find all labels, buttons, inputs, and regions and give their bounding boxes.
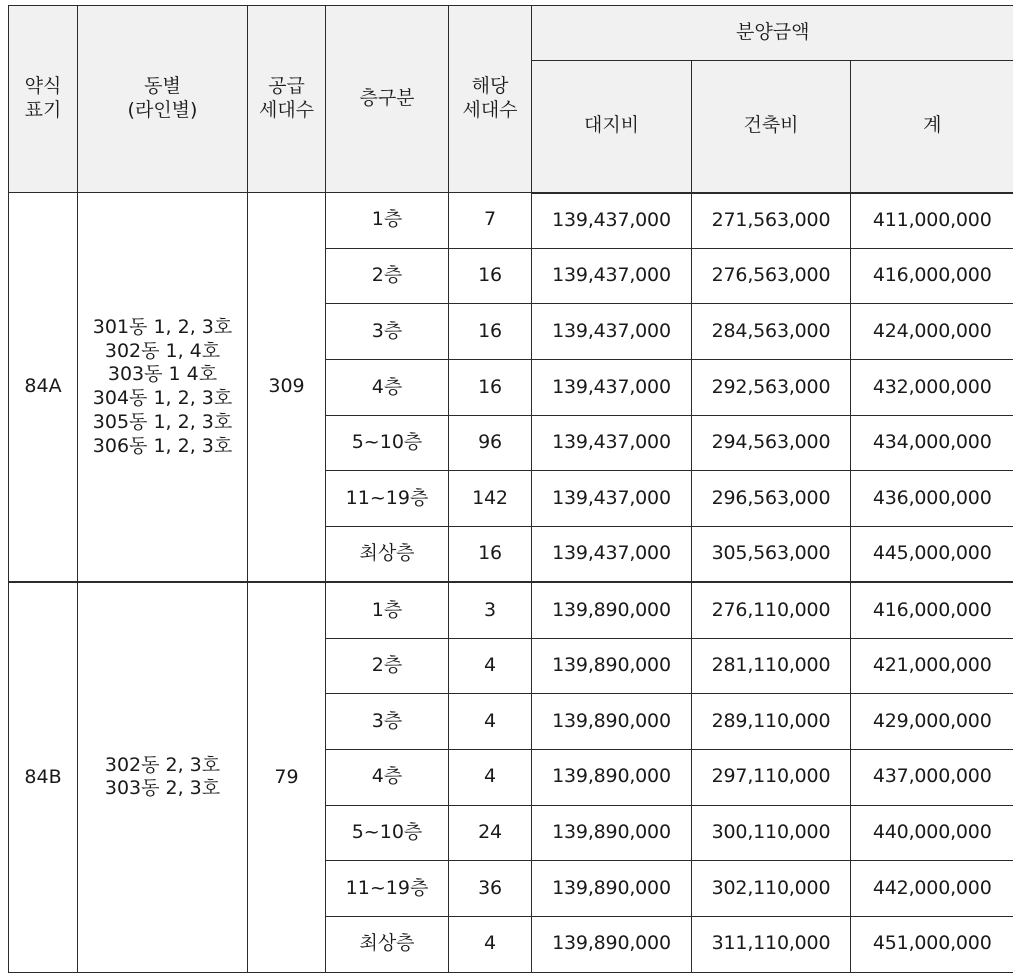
- building-price-cell: 289,110,000: [692, 694, 851, 750]
- land-price-cell: 139,890,000: [532, 861, 692, 917]
- land-price-cell: 139,437,000: [532, 471, 692, 527]
- total-price-cell: 445,000,000: [851, 527, 1013, 583]
- total-price-cell: 437,000,000: [851, 749, 1013, 805]
- header-floor: 층구분: [326, 6, 449, 193]
- table-body: [9, 193, 1013, 973]
- building-price-cell: 300,110,000: [692, 805, 851, 861]
- header-land: 대지비: [532, 61, 692, 193]
- header-count: [449, 6, 532, 193]
- unit-count-cell: 142: [449, 471, 532, 527]
- floor-cell: 2층: [326, 638, 449, 694]
- building-price-cell: 281,110,000: [692, 638, 851, 694]
- floor-cell: 1층: [326, 582, 449, 638]
- building-price-cell: 294,563,000: [692, 415, 851, 471]
- floor-cell: 3층: [326, 304, 449, 360]
- type-code-cell: 84B: [9, 582, 78, 972]
- unit-count-cell: 96: [449, 415, 532, 471]
- building-price-cell: 296,563,000: [692, 471, 851, 527]
- land-price-cell: 139,890,000: [532, 582, 692, 638]
- total-price-cell: 424,000,000: [851, 304, 1013, 360]
- land-price-cell: 139,890,000: [532, 805, 692, 861]
- unit-count-cell: 16: [449, 248, 532, 304]
- header-dong-line1: 동별: [144, 75, 181, 98]
- unit-count-cell: 16: [449, 527, 532, 583]
- header-code: [9, 6, 78, 193]
- total-price-cell: 434,000,000: [851, 415, 1013, 471]
- floor-cell: 최상층: [326, 916, 449, 972]
- dong-line: 303동 2, 3호: [104, 777, 221, 800]
- header-supply-line2: 세대수: [258, 99, 315, 121]
- building-price-cell: 302,110,000: [692, 861, 851, 917]
- price-table-container: [8, 5, 1013, 973]
- total-price-cell: 416,000,000: [851, 582, 1013, 638]
- total-price-cell: 429,000,000: [851, 694, 1013, 750]
- unit-count-cell: 36: [449, 861, 532, 917]
- table-row: [9, 193, 1013, 249]
- land-price-cell: 139,437,000: [532, 193, 692, 249]
- header-supply-line1: 공급: [268, 75, 305, 98]
- header-total: 계: [851, 61, 1013, 193]
- unit-count-cell: 4: [449, 694, 532, 750]
- floor-cell: 5~10층: [326, 805, 449, 861]
- building-price-cell: 311,110,000: [692, 916, 851, 972]
- dong-line: 302동 2, 3호: [104, 753, 221, 776]
- floor-cell: 11~19층: [326, 861, 449, 917]
- land-price-cell: 139,890,000: [532, 749, 692, 805]
- header-count-line2: 세대수: [462, 99, 518, 121]
- unit-count-cell: 4: [449, 749, 532, 805]
- floor-cell: 3층: [326, 694, 449, 750]
- unit-count-cell: 4: [449, 638, 532, 694]
- dong-line: 305동 1, 2, 3호: [92, 410, 233, 433]
- dong-line: 302동 1, 4호: [104, 339, 221, 362]
- sale-price-table: [8, 5, 1013, 973]
- floor-cell: 4층: [326, 749, 449, 805]
- header-code-line1: 약식: [24, 75, 62, 98]
- floor-cell: 11~19층: [326, 471, 449, 527]
- unit-count-cell: 24: [449, 805, 532, 861]
- land-price-cell: 139,890,000: [532, 694, 692, 750]
- unit-count-cell: 4: [449, 916, 532, 972]
- supply-count-cell: 79: [248, 582, 326, 972]
- header-price-group: 분양금액: [532, 6, 1013, 61]
- total-price-cell: 440,000,000: [851, 805, 1013, 861]
- header-dong-line2: (라인별): [127, 99, 198, 121]
- header-code-line2: 표기: [24, 99, 62, 121]
- floor-cell: 2층: [326, 248, 449, 304]
- unit-count-cell: 16: [449, 304, 532, 360]
- land-price-cell: 139,437,000: [532, 415, 692, 471]
- land-price-cell: 139,437,000: [532, 360, 692, 416]
- building-price-cell: 271,563,000: [692, 193, 851, 249]
- land-price-cell: 139,890,000: [532, 916, 692, 972]
- building-price-cell: 292,563,000: [692, 360, 851, 416]
- total-price-cell: 411,000,000: [851, 193, 1013, 249]
- unit-count-cell: 16: [449, 360, 532, 416]
- floor-cell: 1층: [326, 193, 449, 249]
- type-code-cell: 84A: [9, 193, 78, 583]
- header-count-line1: 해당: [471, 75, 509, 98]
- total-price-cell: 416,000,000: [851, 248, 1013, 304]
- dong-line: 301동 1, 2, 3호: [92, 315, 233, 338]
- unit-count-cell: 3: [449, 582, 532, 638]
- dong-lines-cell: [78, 582, 248, 972]
- building-price-cell: 297,110,000: [692, 749, 851, 805]
- dong-line: 306동 1, 2, 3호: [92, 434, 233, 457]
- dong-line: 303동 1 4호: [107, 363, 218, 386]
- building-price-cell: 284,563,000: [692, 304, 851, 360]
- land-price-cell: 139,437,000: [532, 248, 692, 304]
- building-price-cell: 276,110,000: [692, 582, 851, 638]
- total-price-cell: 421,000,000: [851, 638, 1013, 694]
- land-price-cell: 139,437,000: [532, 304, 692, 360]
- building-price-cell: 276,563,000: [692, 248, 851, 304]
- total-price-cell: 432,000,000: [851, 360, 1013, 416]
- unit-count-cell: 7: [449, 193, 532, 249]
- land-price-cell: 139,437,000: [532, 527, 692, 583]
- table-header: [9, 6, 1013, 193]
- total-price-cell: 442,000,000: [851, 861, 1013, 917]
- total-price-cell: 436,000,000: [851, 471, 1013, 527]
- dong-lines-cell: [78, 193, 248, 583]
- dong-line: 304동 1, 2, 3호: [92, 387, 233, 410]
- table-row: [9, 582, 1013, 638]
- supply-count-cell: 309: [248, 193, 326, 583]
- building-price-cell: 305,563,000: [692, 527, 851, 583]
- floor-cell: 최상층: [326, 527, 449, 583]
- floor-cell: 5~10층: [326, 415, 449, 471]
- land-price-cell: 139,890,000: [532, 638, 692, 694]
- floor-cell: 4층: [326, 360, 449, 416]
- header-building: 건축비: [692, 61, 851, 193]
- total-price-cell: 451,000,000: [851, 916, 1013, 972]
- header-dong: [78, 6, 248, 193]
- header-supply: [248, 6, 326, 193]
